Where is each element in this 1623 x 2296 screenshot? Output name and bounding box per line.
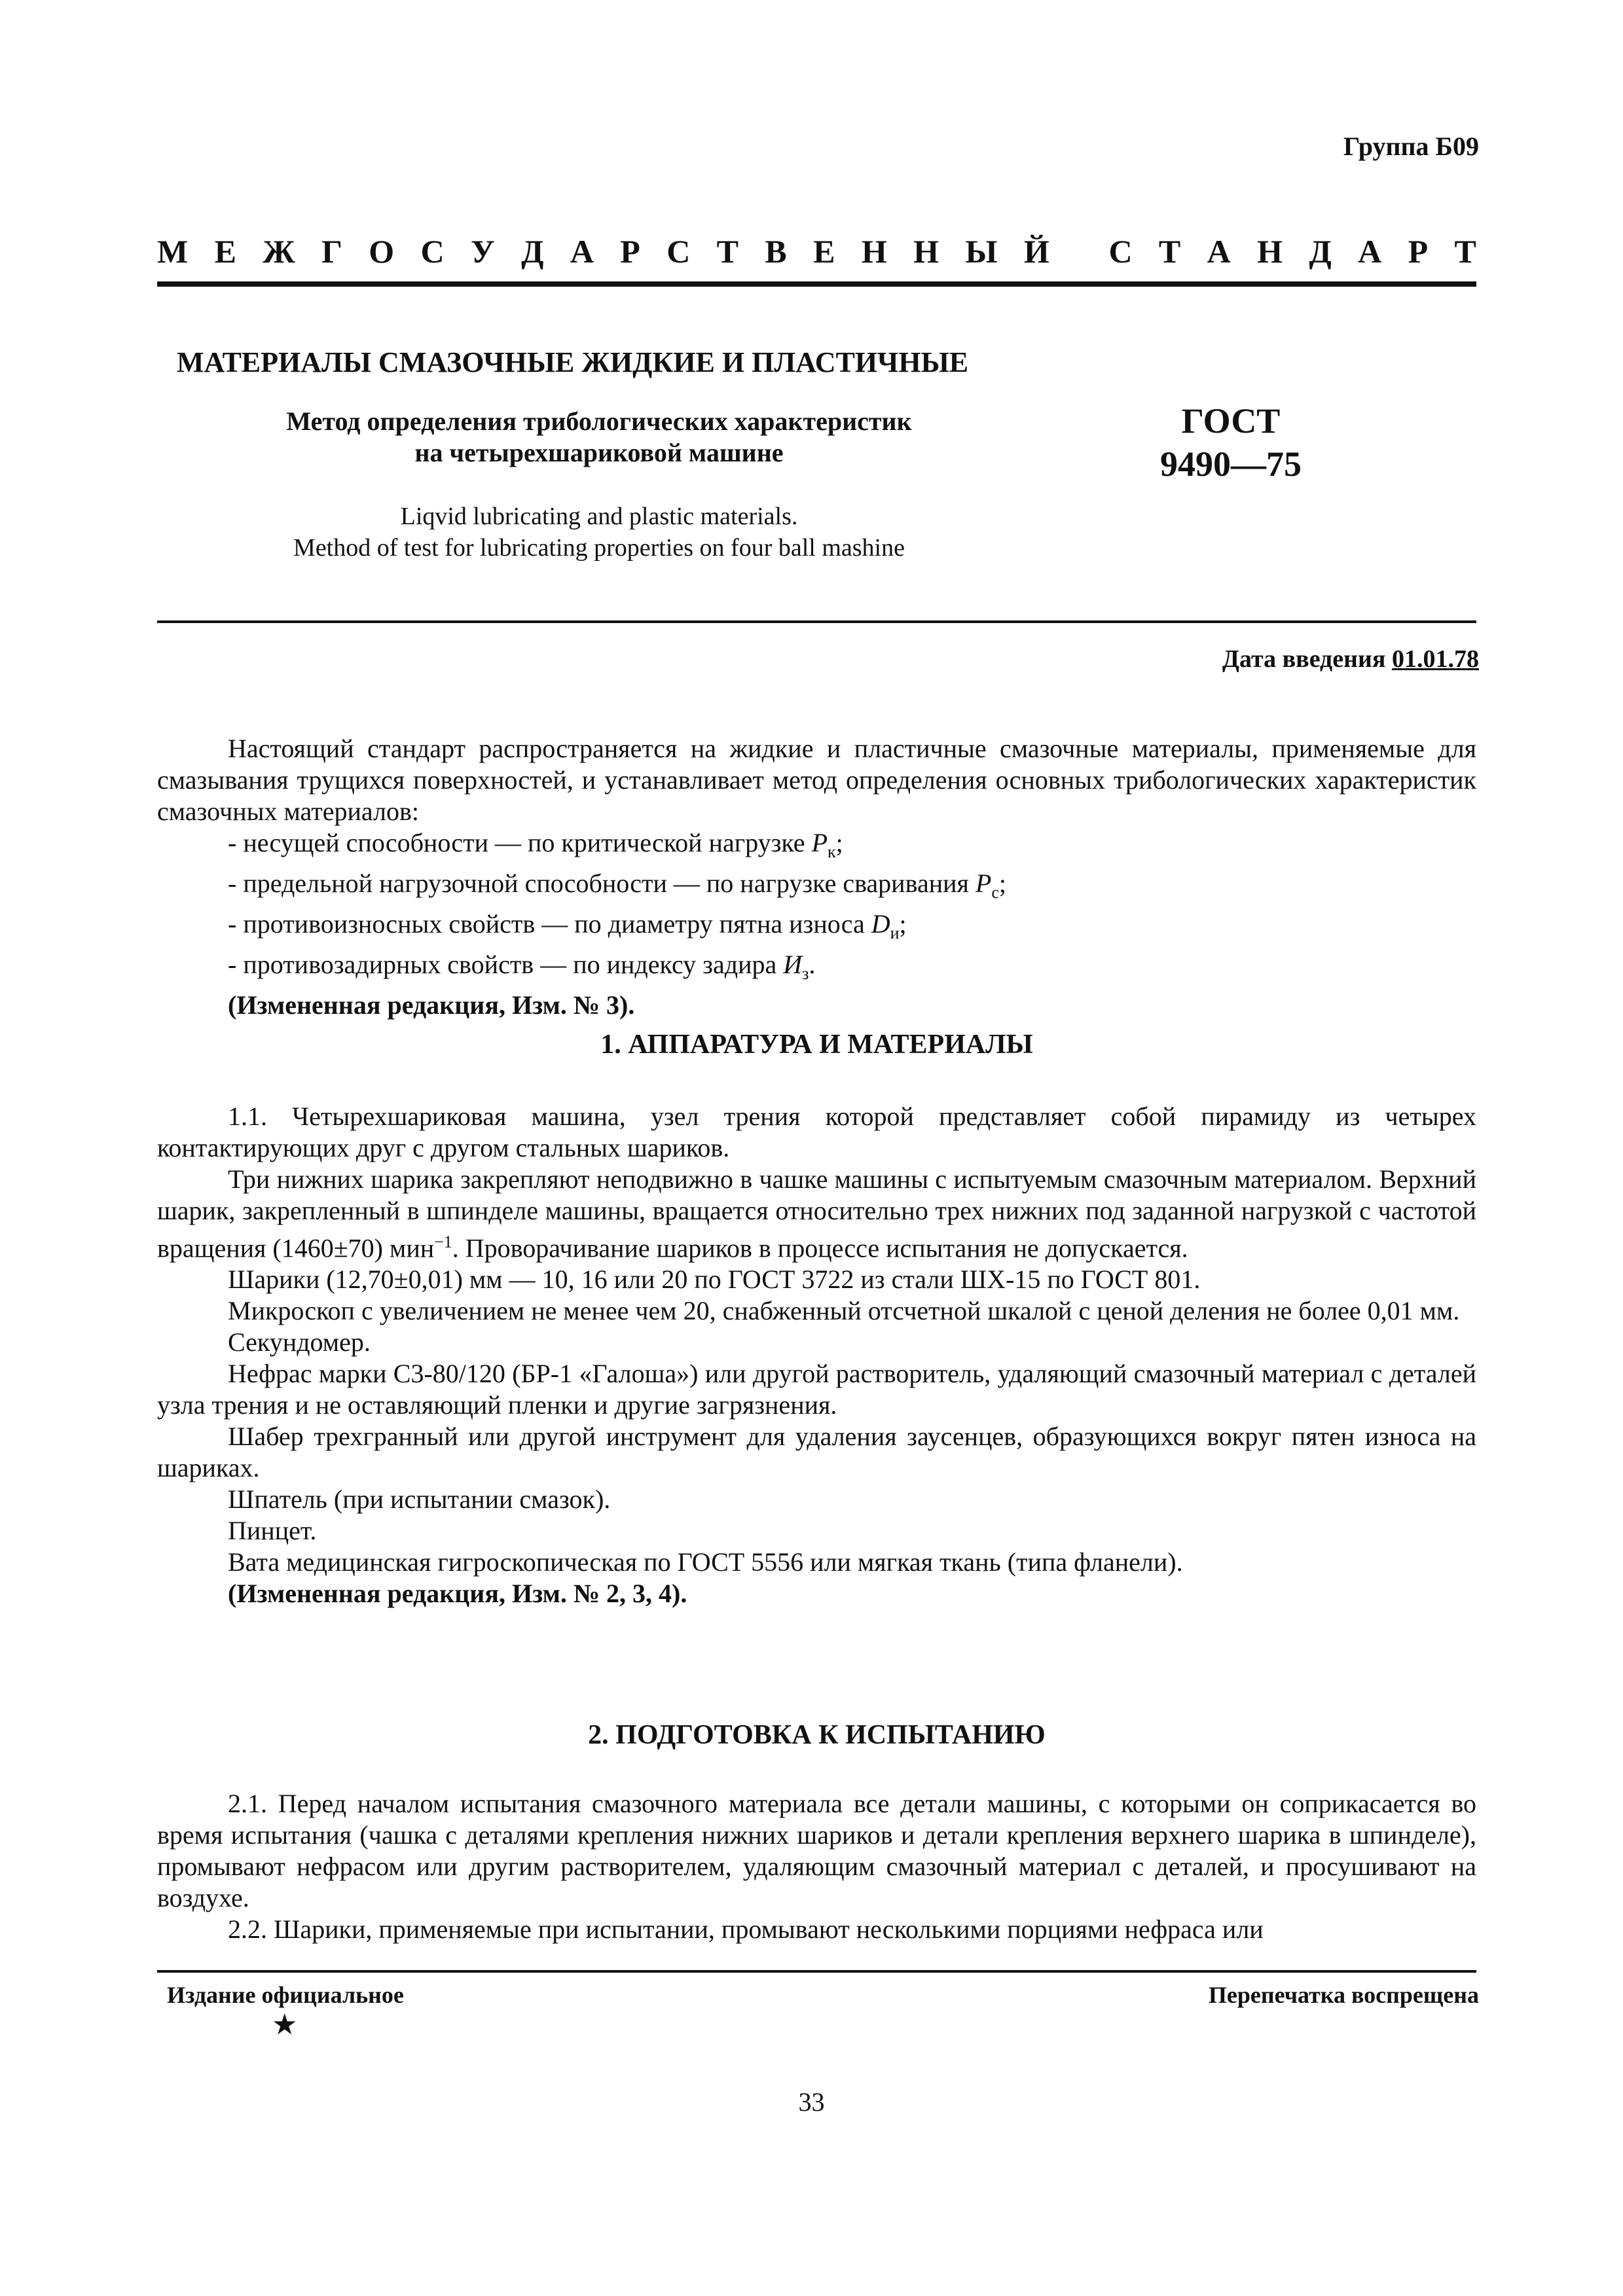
punctuation: .: [809, 950, 816, 979]
header-letter: Й: [1023, 233, 1049, 270]
document-subtitle: [196, 406, 1002, 469]
introduction-date: [1222, 645, 1479, 673]
english-title-line: Liqvid lubricating and plastic materials.: [400, 503, 798, 530]
header-letter: Т: [1454, 233, 1476, 270]
symbol: P: [975, 869, 992, 898]
punctuation: ;: [998, 869, 1007, 898]
section-1-body: [157, 1101, 1476, 1609]
symbol-subscript: и: [890, 924, 900, 942]
reprint-prohibited-label: Перепечатка воспрещена: [1208, 1982, 1479, 2008]
document-title: МАТЕРИАЛЫ СМАЗОЧНЫЕ ЖИДКИЕ И ПЛАСТИЧНЫЕ: [177, 346, 969, 378]
section-1-heading: 1. АППАРАТУРА И МАТЕРИАЛЫ: [600, 1030, 1033, 1060]
symbol-subscript: к: [828, 842, 836, 861]
paragraph: 1.1. Четырехшариковая машина, узел трения которой представляет собой пирамиду из четырех контактирующих друг с другом стальных шариков.: [157, 1102, 1476, 1162]
intro-date-value: 01.01.78: [1392, 645, 1479, 673]
gost-number: 9490—75: [1160, 444, 1302, 484]
header-letter: У: [471, 233, 495, 270]
header-letter: Н: [861, 233, 887, 270]
section-2-heading: 2. ПОДГОТОВКА К ИСПЫТАНИЮ: [588, 1720, 1046, 1750]
symbol-subscript: з: [802, 964, 809, 983]
paragraph: Шарики (12,70±0,01) мм — 10, 16 или 20 по ГОСТ 3722 из стали ШХ-15 по ГОСТ 801.: [228, 1265, 1201, 1295]
header-letter: Г: [321, 233, 342, 270]
header-letter: Е: [813, 233, 835, 270]
revision-note: (Измененная редакция, Изм. № 2, 3, 4).: [228, 1579, 687, 1609]
subtitle-line: на четырехшариковой машине: [414, 438, 784, 467]
revision-note: (Измененная редакция, Изм. № 3).: [228, 990, 635, 1020]
english-title-line: Method of test for lubricating properties on four ball mashine: [293, 534, 905, 562]
paragraph: 2.2. Шарики, применяемые при испытании, промывают несколькими порциями нефраса или: [228, 1914, 1264, 1944]
star-icon: ★: [272, 2009, 298, 2041]
list-item-text: - несущей способности — по критической нагрузке: [228, 828, 812, 857]
header-letter: А: [570, 233, 594, 270]
paragraph-text: . Проворачивание шариков в процессе испытания не допускается.: [452, 1233, 1188, 1263]
header-letter: Е: [214, 233, 236, 270]
paragraph: Вата медицинская гигроскопическая по ГОСТ 5556 или мягкая ткань (типа фланели).: [228, 1547, 1183, 1577]
intro-list-item: [157, 868, 1476, 908]
intro-list-item: [157, 949, 1476, 990]
intro-date-label: Дата введения: [1222, 645, 1386, 673]
page-number: 33: [798, 2087, 825, 2117]
intro-list-item: [157, 827, 1476, 868]
header-letter: Д: [521, 233, 544, 270]
header-letter: С: [1108, 233, 1133, 270]
paragraph: Шабер трехгранный или другой инструмент для удаления заусенцев, образующихся вокруг пятен износа на шариках.: [157, 1422, 1476, 1483]
header-letter: Р: [1408, 233, 1429, 270]
header-letter: В: [765, 233, 787, 270]
header-letter: А: [1358, 233, 1382, 270]
exponent: −1: [434, 1232, 452, 1251]
paragraph: Пинцет.: [228, 1516, 317, 1546]
intro-list: [157, 827, 1476, 990]
paragraph: Шпатель (при испытании смазок).: [228, 1484, 611, 1515]
english-title: [196, 501, 1002, 564]
header-letter: Т: [716, 233, 739, 270]
header-gap: [1076, 232, 1082, 270]
punctuation: ;: [835, 828, 843, 857]
footer-rule: [157, 1970, 1476, 1973]
paragraph-text: Три нижних шарика закрепляют неподвижно в чашке машины с испытуемым смазочным материалом. Верхний шарик, закрепленный в шпинделе машины, вращается относительно трех нижних под заданной нагрузкой с частотой вращения (1460±70) мин: [157, 1164, 1476, 1263]
header-letter: Ж: [263, 233, 295, 270]
header-letter: Н: [1257, 233, 1283, 270]
paragraph: 2.1. Перед началом испытания смазочного материала все детали машины, с которыми он соприкасается во время испытания (чашка с деталями крепления нижних шариков и детали крепления верхнего шарика в шпинделе), промывают нефрасом или другим растворителем, удаляющим смазочный материал с деталей, и просушивают на воздухе.: [157, 1789, 1476, 1912]
list-item-text: - противозадирных свойств — по индексу задира: [228, 950, 784, 979]
section-2-body: [157, 1788, 1476, 1945]
subtitle-line: Метод определения трибологических характеристик: [286, 406, 912, 436]
header-rule: [157, 281, 1476, 287]
gost-label: ГОСТ: [1181, 401, 1281, 440]
header-letter: Н: [913, 233, 939, 270]
header-letter: М: [157, 233, 189, 270]
list-item-text: - противоизносных свойств — по диаметру пятна износа: [228, 909, 871, 939]
symbol: И: [783, 950, 803, 979]
intro-paragraph: Настоящий стандарт распространяется на жидкие и пластичные смазочные материалы, применяемые для смазывания трущихся поверхностей, и устанавливает метод определения основных трибологических характеристик смазочных материалов:: [157, 734, 1476, 826]
paragraph: Микроскоп с увеличением не менее чем 20, снабженный отсчетной шкалой с ценой деления не более 0,01 мм.: [228, 1296, 1460, 1326]
punctuation: ;: [899, 909, 907, 939]
symbol-subscript: с: [991, 883, 999, 902]
header-letter: С: [666, 233, 691, 270]
standard-type-header: [157, 232, 1476, 270]
symbol: D: [871, 909, 890, 939]
header-letter: Р: [620, 233, 640, 270]
paragraph: Нефрас марки С3-80/120 (БР-1 «Галоша») или другой растворитель, удаляющий смазочный материал с деталей узла трения и не оставляющий пленки и другие загрязнения.: [157, 1359, 1476, 1420]
list-item-text: - предельной нагрузочной способности — по нагрузке сваривания: [228, 869, 976, 898]
official-edition-label: Издание официальное: [167, 1982, 404, 2008]
symbol: P: [811, 828, 828, 857]
header-letter: Д: [1309, 233, 1332, 270]
intro-block: [157, 733, 1476, 1021]
header-letter: Т: [1158, 233, 1181, 270]
classification-group: Группа Б09: [1343, 132, 1479, 161]
header-letter: С: [420, 233, 445, 270]
gost-designation: [1152, 399, 1309, 486]
header-letter: Ы: [965, 233, 998, 270]
paragraph: [157, 1164, 1476, 1264]
header-letter: О: [369, 233, 395, 270]
title-rule: [157, 620, 1476, 623]
paragraph: Секундомер.: [228, 1327, 371, 1357]
header-letter: А: [1207, 233, 1231, 270]
intro-list-item: [157, 908, 1476, 949]
